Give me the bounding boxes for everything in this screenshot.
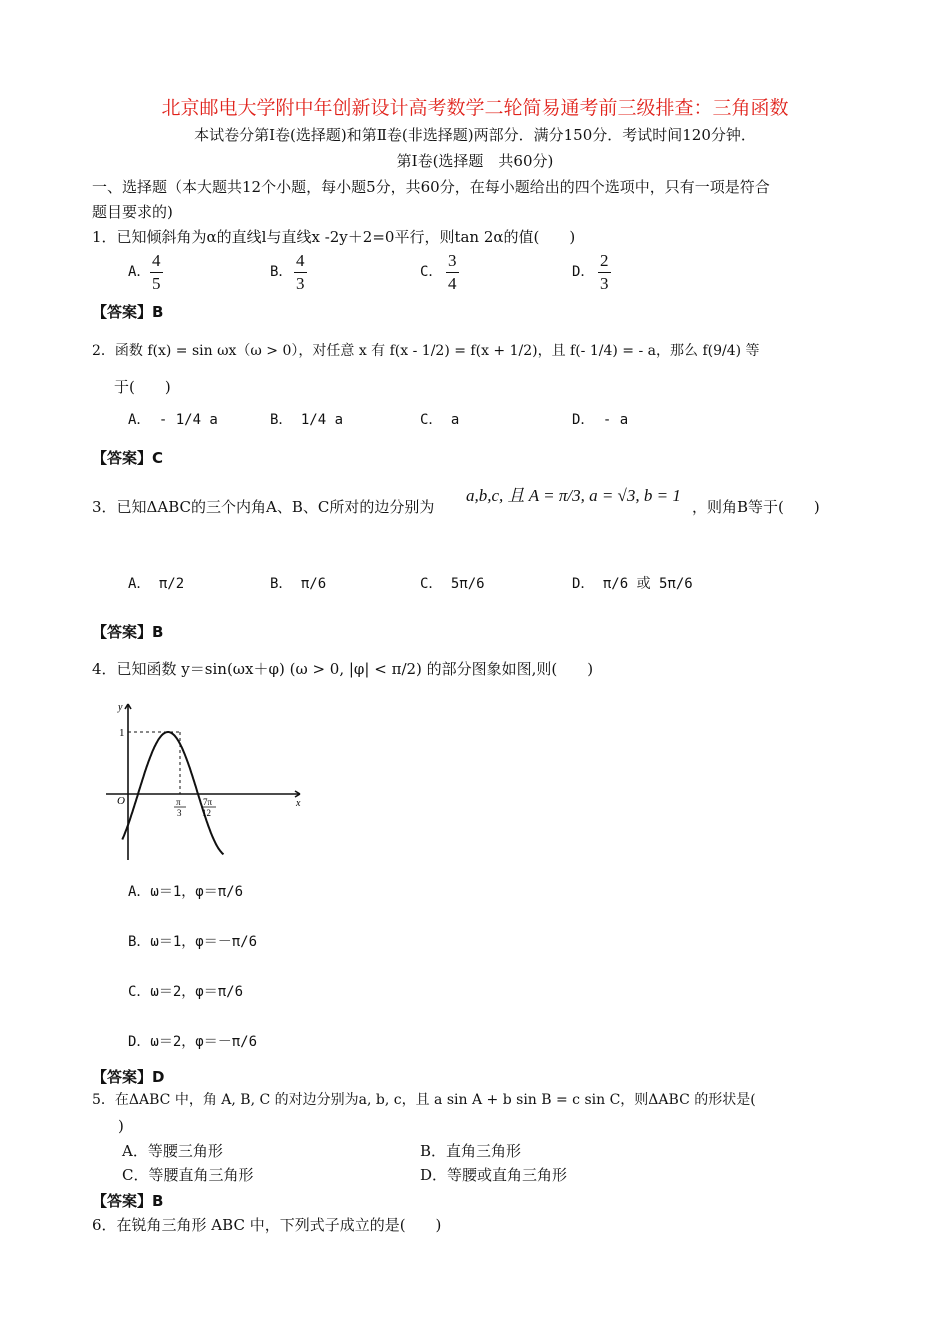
q4-answer: 【答案】D [92,1068,165,1086]
q2-option-c: C． a [420,412,460,428]
q2-stem-cont: 于( ) [114,378,171,396]
q4-sine-graph [100,698,310,866]
q3-stem-end: ，则角B等于( ) [692,498,820,516]
q2-option-b: B． 1/4 a [270,412,344,428]
q3-condition-math: a,b,c, 且 A = π/3, a = √3, b = 1 [466,486,681,505]
q1-option-d-label: D． [572,264,595,280]
q5-option-b: B．直角三角形 [420,1142,522,1160]
q4-option-b: B．ω＝1，φ＝－π/6 [128,934,258,950]
q1-option-b-fraction: $\frac{4}{3}$ [296,251,305,293]
q4-option-c: C．ω＝2，φ＝π/6 [128,984,244,1000]
x-tick-7pi-over-12-num: 7π [203,797,213,807]
q1-option-c-label: C． [420,264,443,280]
q1-option-c-fraction: $\frac{3}{4}$ [448,251,457,293]
q3-answer: 【答案】B [92,623,164,641]
x-tick-pi-over-3-num: π [176,797,181,807]
exam-intro: 本试卷分第Ⅰ卷(选择题)和第Ⅱ卷(非选择题)两部分．满分150分．考试时间120分钟． [194,126,756,144]
x-tick-7pi-over-12-den: 12 [202,808,211,818]
q1-option-d-fraction: $\frac{2}{3}$ [600,251,609,293]
q2-stem: 2．函数 f(x) = sin ωx（ω > 0），对任意 x 有 f(x - 1/2) = f(x + 1/2)，且 f(- 1/4) = - a，那么 f(9/4) 等 [92,343,760,359]
q5-option-c: C．等腰直角三角形 [122,1166,254,1184]
sine-curve [122,732,223,854]
q3-option-a: A． π/2 [128,576,185,592]
q2-option-d: D． - a [572,412,629,428]
q3-option-c: C． 5π/6 [420,576,485,592]
q4-stem: 4．已知函数 y＝sin(ωx＋φ) (ω > 0, |φ| < π/2) 的部分图象如图,则( ) [92,660,594,678]
x-tick-pi-over-3-den: 3 [177,808,182,818]
q2-option-a: A． - 1/4 a [128,412,218,428]
q3-option-d: D． π/6 或 5π/6 [572,576,693,592]
q6-stem: 6．在锐角三角形 ABC 中，下列式子成立的是( ) [92,1216,442,1234]
y-axis-label: y [118,702,123,713]
q5-stem: 5．在ΔABC 中，角 A, B, C 的对边分别为a, b, c，且 a sin A + b sin B = c sin C，则ΔABC 的形状是( [92,1092,756,1108]
q5-answer: 【答案】B [92,1192,164,1210]
q3-stem: 3．已知ΔABC的三个内角A、B、C所对的边分别为 [92,498,435,516]
section-heading: 一、选择题（本大题共12个小题，每小题5分，共60分，在每小题给出的四个选项中，只有一项是符合 [92,178,770,196]
origin-label: O [117,795,125,807]
q2-answer: 【答案】C [92,449,164,467]
q1-option-b-label: B． [270,264,293,280]
section-heading-cont: 题目要求的) [92,203,173,221]
q5-option-a: A．等腰三角形 [122,1142,223,1160]
q1-option-a-label: A． [128,264,151,280]
x-axis-label: x [296,798,301,809]
q4-option-d: D．ω＝2，φ＝－π/6 [128,1034,258,1050]
q5-option-d: D．等腰或直角三角形 [420,1166,568,1184]
y-tick-1: 1 [119,727,125,739]
document-title: 北京邮电大学附中年创新设计高考数学二轮简易通考前三级排查：三角函数 [161,97,789,119]
q1-answer: 【答案】B [92,303,164,321]
q4-option-a: A．ω＝1，φ＝π/6 [128,884,244,900]
q1-option-a-fraction: $\frac{4}{5}$ [152,251,161,293]
part1-heading: 第Ⅰ卷(选择题 共60分) [396,152,554,170]
q5-stem-cont: ) [118,1117,124,1135]
q3-option-b: B． π/6 [270,576,327,592]
q1-stem: 1．已知倾斜角为α的直线l与直线x -2y＋2=0平行，则tan 2α的值( ) [92,228,576,246]
